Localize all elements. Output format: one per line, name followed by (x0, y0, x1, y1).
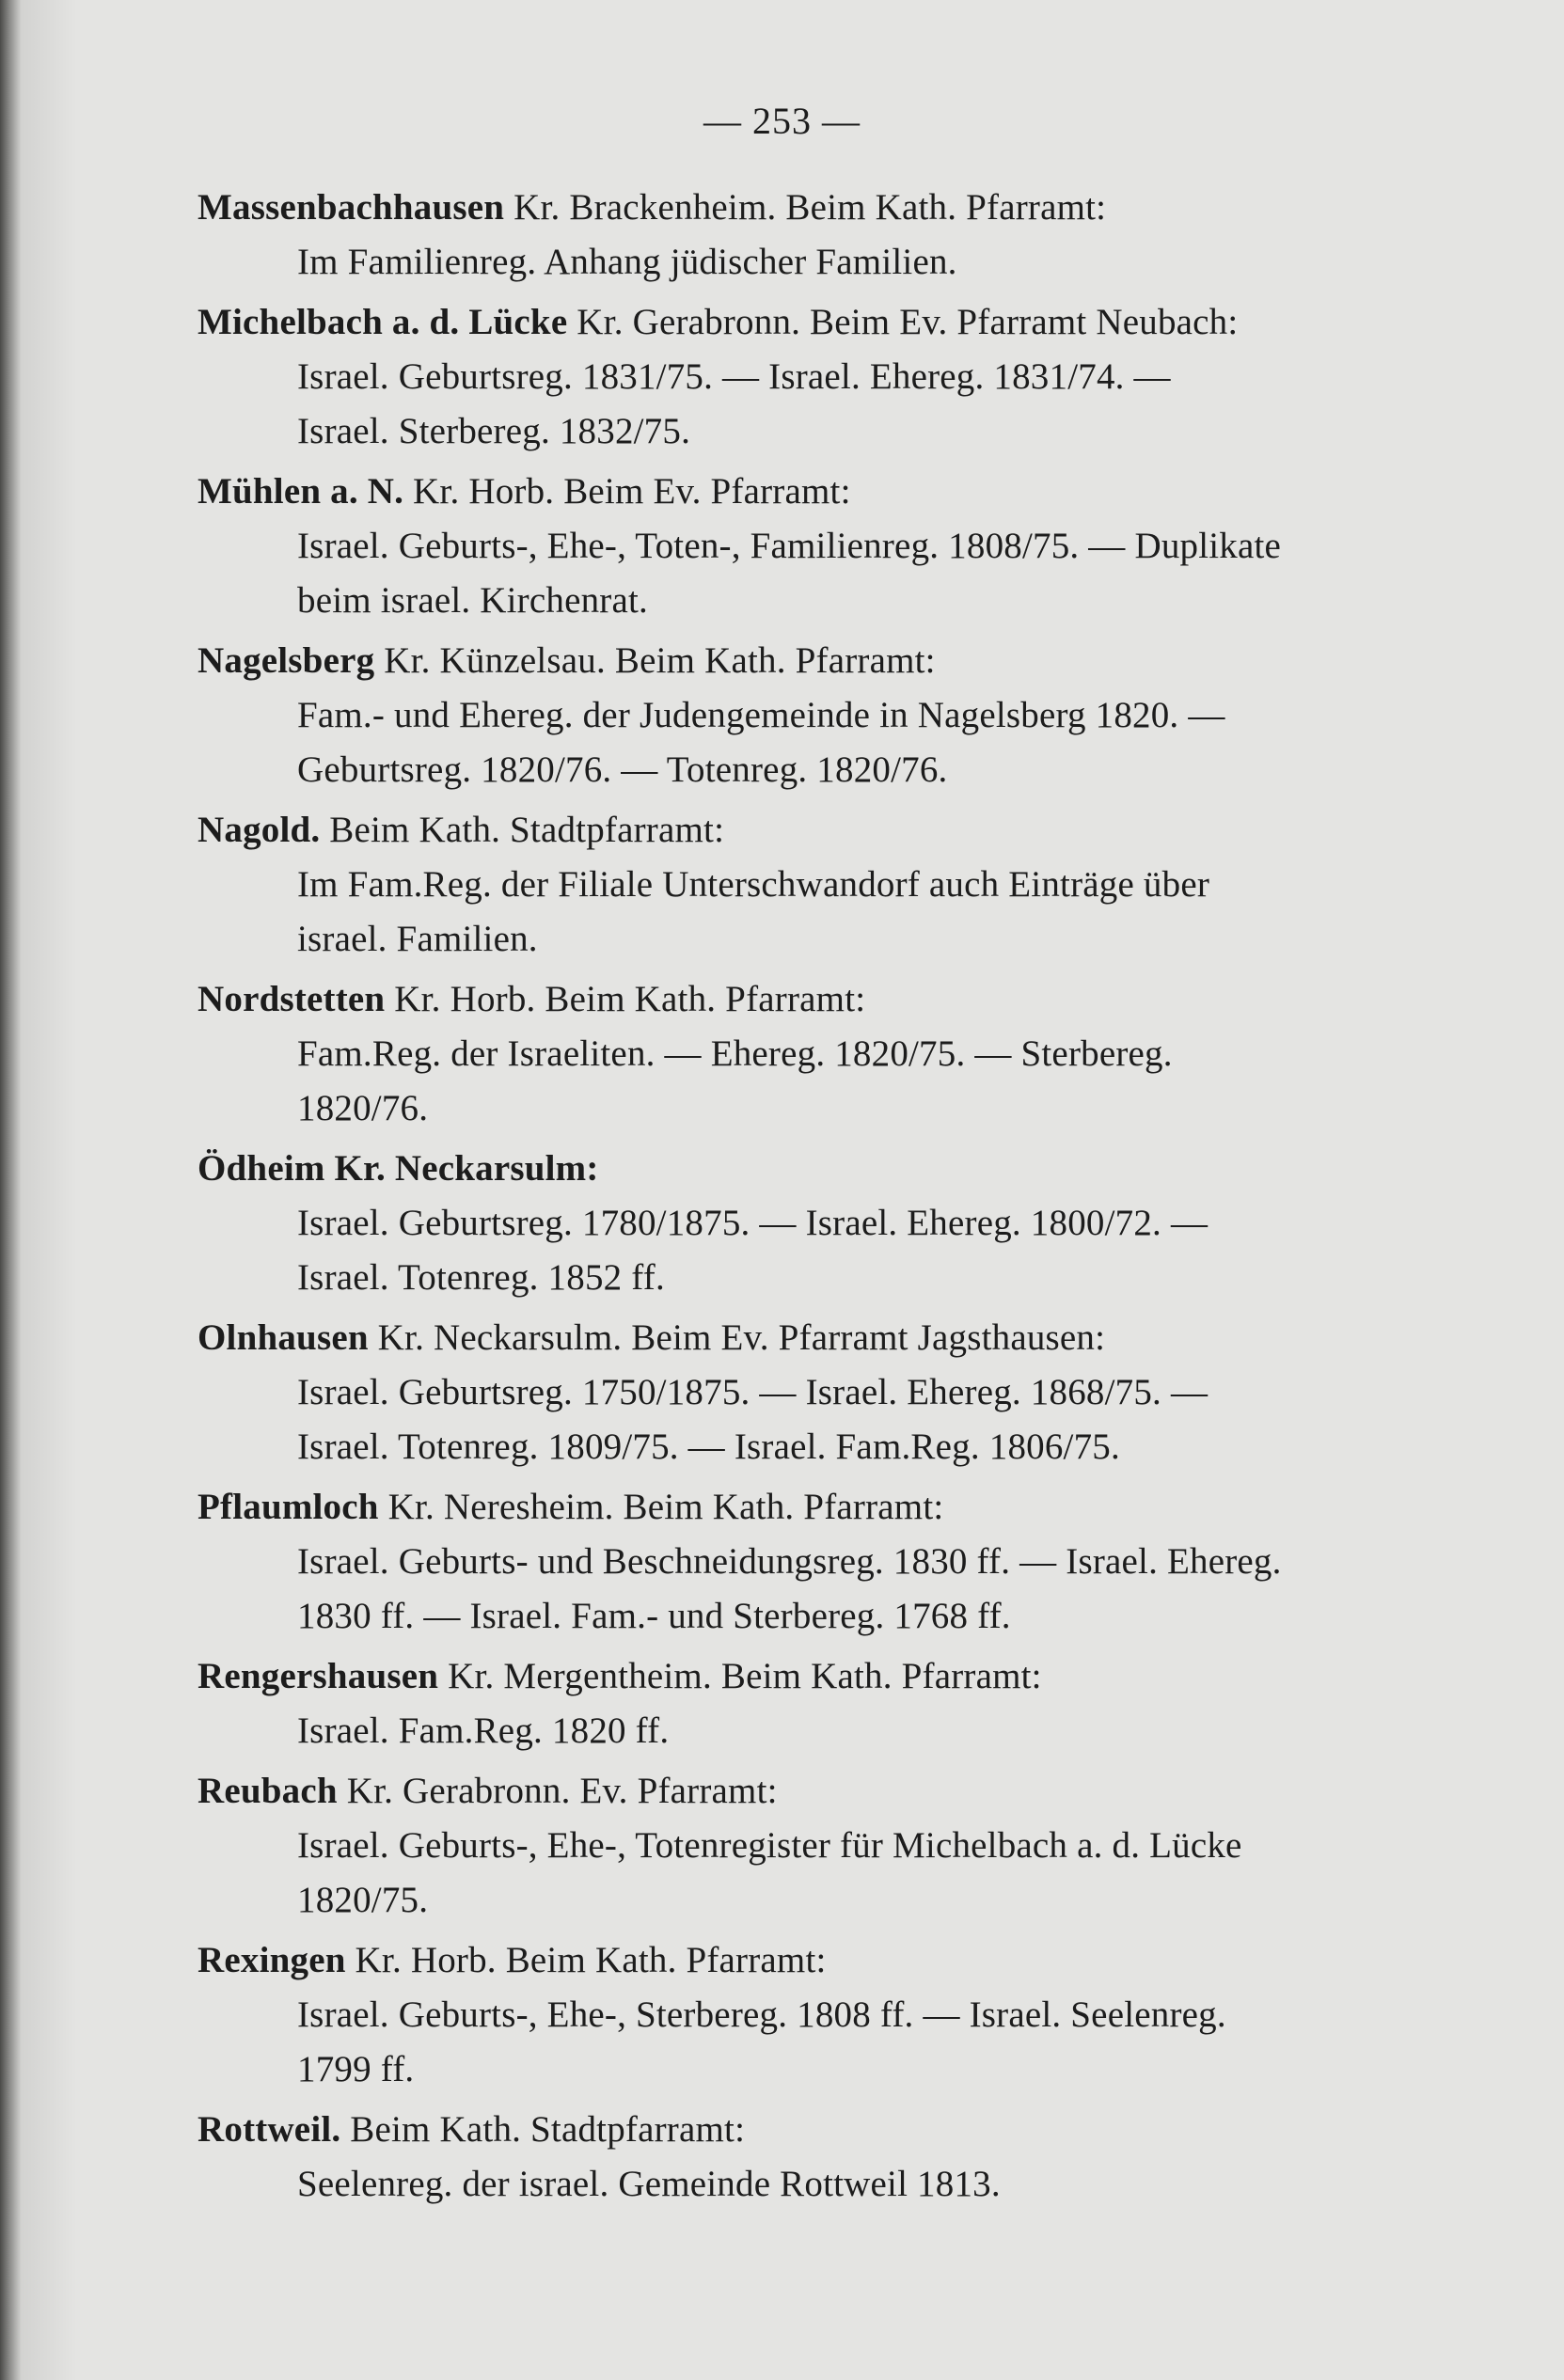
entry-detail-line: Israel. Totenreg. 1809/75. — Israel. Fam.Reg. 1806/75. (297, 1426, 1120, 1467)
entry-heading-line (197, 803, 1458, 858)
district-and-parish: Kr. Horb. Beim Kath. Pfarramt: (345, 1940, 827, 1980)
district-and-parish: Beim Kath. Stadtpfarramt: (340, 2109, 746, 2150)
district-and-parish: Kr. Gerabronn. Ev. Pfarramt: (337, 1771, 778, 1811)
district-and-parish: Kr. Horb. Beim Ev. Pfarramt: (403, 471, 851, 512)
entry-heading-line (197, 1649, 1458, 1704)
district-and-parish: Kr. Künzelsau. Beim Kath. Pfarramt: (374, 640, 936, 681)
place-name: Nagold. (197, 810, 321, 850)
register-entry (197, 1142, 1458, 1305)
entry-detail-line: Israel. Fam.Reg. 1820 ff. (297, 1710, 670, 1751)
place-name: Rengershausen (197, 1656, 439, 1696)
place-name: Mühlen a. N. (197, 471, 404, 512)
entry-heading-line (197, 2103, 1458, 2157)
entry-heading-line (197, 1764, 1458, 1819)
district-and-parish: Kr. Neresheim. Beim Kath. Pfarramt: (378, 1487, 944, 1527)
entry-detail-line: Israel. Geburtsreg. 1750/1875. — Israel. Ehereg. 1868/75. — (297, 1372, 1209, 1412)
place-name: Olnhausen (197, 1317, 369, 1358)
entry-heading-line (197, 1933, 1458, 1988)
entry-heading-line (197, 1142, 1458, 1196)
entry-heading-line (197, 972, 1458, 1027)
register-entry (197, 634, 1458, 797)
register-entry (197, 181, 1458, 290)
place-name: Pflaumloch (197, 1487, 379, 1527)
district-and-parish: Kr. Brackenheim. Beim Kath. Pfarramt: (504, 187, 1107, 228)
place-name: Reubach (197, 1771, 338, 1811)
place-name: Ödheim Kr. Neckarsulm: (197, 1148, 599, 1189)
entry-heading-line (197, 295, 1458, 350)
register-entry (197, 1649, 1458, 1758)
book-binding-edge (0, 0, 21, 2380)
register-entry (197, 1933, 1458, 2097)
register-entry (197, 1480, 1458, 1644)
entry-detail-line: Im Fam.Reg. der Filiale Unterschwandorf auch Einträge über (297, 864, 1210, 905)
entry-detail-line: Israel. Geburtsreg. 1831/75. — Israel. Ehereg. 1831/74. — (297, 356, 1171, 397)
entry-heading-line (197, 634, 1458, 688)
district-and-parish: Beim Kath. Stadtpfarramt: (320, 810, 725, 850)
district-and-parish: Kr. Mergentheim. Beim Kath. Pfarramt: (438, 1656, 1042, 1696)
entry-detail-line: 1820/76. (297, 1088, 429, 1128)
page-number: — 253 — (703, 100, 861, 142)
register-entry (197, 1764, 1458, 1928)
entry-detail-line: Geburtsreg. 1820/76. — Totenreg. 1820/76. (297, 749, 948, 790)
place-name: Rexingen (197, 1940, 346, 1980)
entry-detail-line: Israel. Geburts-, Ehe-, Toten-, Familienreg. 1808/75. — Duplikate (297, 526, 1282, 566)
entry-detail-line: 1799 ff. (297, 2049, 415, 2089)
entry-detail-line: Israel. Sterbereg. 1832/75. (297, 411, 691, 451)
entry-detail-line: Israel. Totenreg. 1852 ff. (297, 1257, 665, 1298)
place-name: Nagelsberg (197, 640, 375, 681)
entry-detail-line: beim israel. Kirchenrat. (297, 580, 648, 621)
place-name: Michelbach a. d. Lücke (197, 302, 568, 342)
entry-detail-line: Israel. Geburts-, Ehe-, Sterbereg. 1808 ff. — Israel. Seelenreg. (297, 1994, 1226, 2035)
entry-heading-line (197, 181, 1458, 235)
register-entry (197, 803, 1458, 967)
entry-detail-line: Israel. Geburtsreg. 1780/1875. — Israel. Ehereg. 1800/72. — (297, 1203, 1209, 1243)
register-entry (197, 2103, 1458, 2212)
entry-detail-line: 1830 ff. — Israel. Fam.- und Sterbereg. 1768 ff. (297, 1596, 1011, 1636)
entry-detail-line: Fam.- und Ehereg. der Judengemeinde in Nagelsberg 1820. — (297, 695, 1225, 735)
page-shadow (21, 0, 77, 2380)
entry-heading-line (197, 1311, 1458, 1365)
register-entry (197, 1311, 1458, 1474)
entry-detail-line: Fam.Reg. der Israeliten. — Ehereg. 1820/75. — Sterbereg. (297, 1033, 1173, 1074)
entry-detail-line: 1820/75. (297, 1880, 429, 1920)
district-and-parish: Kr. Gerabronn. Beim Ev. Pfarramt Neubach: (567, 302, 1239, 342)
entry-detail-line: Im Familienreg. Anhang jüdischer Familien. (297, 242, 957, 282)
register-entries (197, 181, 1458, 2217)
register-entry (197, 295, 1458, 459)
entry-detail-line: Israel. Geburts-, Ehe-, Totenregister für Michelbach a. d. Lücke (297, 1825, 1242, 1866)
entry-heading-line (197, 465, 1458, 519)
district-and-parish: Kr. Horb. Beim Kath. Pfarramt: (385, 979, 866, 1019)
district-and-parish: Kr. Neckarsulm. Beim Ev. Pfarramt Jagsthausen: (368, 1317, 1106, 1358)
place-name: Massenbachhausen (197, 187, 505, 228)
entry-detail-line: israel. Familien. (297, 919, 538, 959)
entry-heading-line (197, 1480, 1458, 1535)
place-name: Nordstetten (197, 979, 386, 1019)
register-entry (197, 972, 1458, 1136)
register-entry (197, 465, 1458, 628)
entry-detail-line: Seelenreg. der israel. Gemeinde Rottweil 1813. (297, 2164, 1001, 2204)
place-name: Rottweil. (197, 2109, 341, 2150)
entry-detail-line: Israel. Geburts- und Beschneidungsreg. 1830 ff. — Israel. Ehereg. (297, 1541, 1282, 1582)
